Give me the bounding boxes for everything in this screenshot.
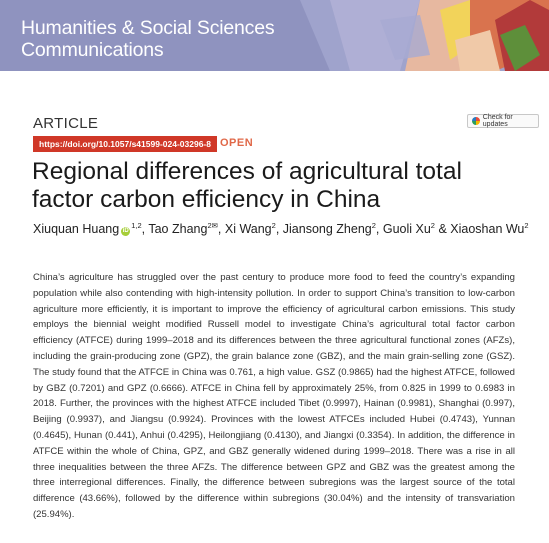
crossmark-icon <box>472 117 480 125</box>
check-for-updates-label: Check for updates <box>482 114 513 128</box>
author-affiliation: 1,2 <box>131 221 142 230</box>
author-name[interactable]: Guoli Xu <box>382 222 431 237</box>
author-affiliation: 2 <box>430 221 435 230</box>
journal-name <box>21 17 274 61</box>
check-for-updates-button[interactable] <box>467 114 539 128</box>
orcid-icon[interactable]: iD <box>122 228 129 235</box>
author-name[interactable]: Xiaoshan Wu <box>450 222 525 237</box>
author-separator: & <box>434 222 451 237</box>
author-name[interactable]: Xi Wang <box>224 222 272 237</box>
article-type: ARTICLE <box>33 115 99 132</box>
journal-banner <box>0 0 549 71</box>
author-list <box>33 221 529 236</box>
author-name[interactable]: Tao Zhang <box>148 222 208 237</box>
journal-name-line1: Humanities & Social Sciences <box>21 17 275 39</box>
author-affiliation: 2✉ <box>207 221 218 230</box>
author-affiliation: 2 <box>524 221 529 230</box>
article-title: Regional differences of agricultural total factor carbon efficiency in China <box>32 158 462 213</box>
author-separator: , <box>217 222 225 237</box>
abstract: China’s agriculture has struggled over the past century to produce more food to feed the country’s expanding population while also contending with high-intensity pollution. In order to support China’s transition to low-carbon agriculture more efficiently, it is important to improve the efficiency of agricultural carbon emissions. This study employs the biennial weight modified Russell model to investigate China’s agricultural total factor carbon efficiency (ATFCE) during 1999–2018 and its differences between the three agricultural functional zones (AFZs), including the grain-producing zone (GPZ), the grain balance zone (GBZ), and the main grain-selling zone (GSZ). The study found that the ATFCE in China was 0.761, a high value. GSZ (0.9865) had the highest ATFCE, followed by GBZ (0.7201) and GPZ (0.6666). ATFCE in China fell by approximately 25%, from 0.825 in 1999 to 0.6983 in 2018. Further, the provinces with the highest ATFCE included Tibet (0.9997), Hainan (0.9981), Shanghai (0.997), Beijing (0.9937), and Jiangsu (0.9924). Provinces with the lowest ATFCEs included Hubei (0.4743), Yunnan (0.4645), Hunan (0.441), Anhui (0.4295), Heilongjiang (0.4130), and Jiangxi (0.3354). In addition, the difference in ATFCE within the whole of China, GPZ, and GBZ generally widened during 1999–2018. There was a rise in all three inequalities between the three AFZs. The difference between GPZ and GBZ was the greatest among the three interregional differences. Finally, the difference between subregions was the largest source of the total difference (43.66%), followed by the difference within subregions (30.04%) and the intensity of transvariation (25.94%). <box>33 272 515 520</box>
journal-name-line2: Communications <box>21 39 164 61</box>
author-affiliation: 2 <box>371 221 376 230</box>
open-access-badge: OPEN <box>220 137 254 149</box>
author-name[interactable]: Xiuquan Huang <box>33 222 120 237</box>
author-separator: , <box>275 222 283 237</box>
author-separator: , <box>375 222 383 237</box>
author-name[interactable]: Jiansong Zheng <box>282 222 372 237</box>
author-separator: , <box>141 222 149 237</box>
doi-link[interactable]: https://doi.org/10.1057/s41599-024-03296-8 <box>33 136 217 152</box>
author-affiliation: 2 <box>271 221 276 230</box>
